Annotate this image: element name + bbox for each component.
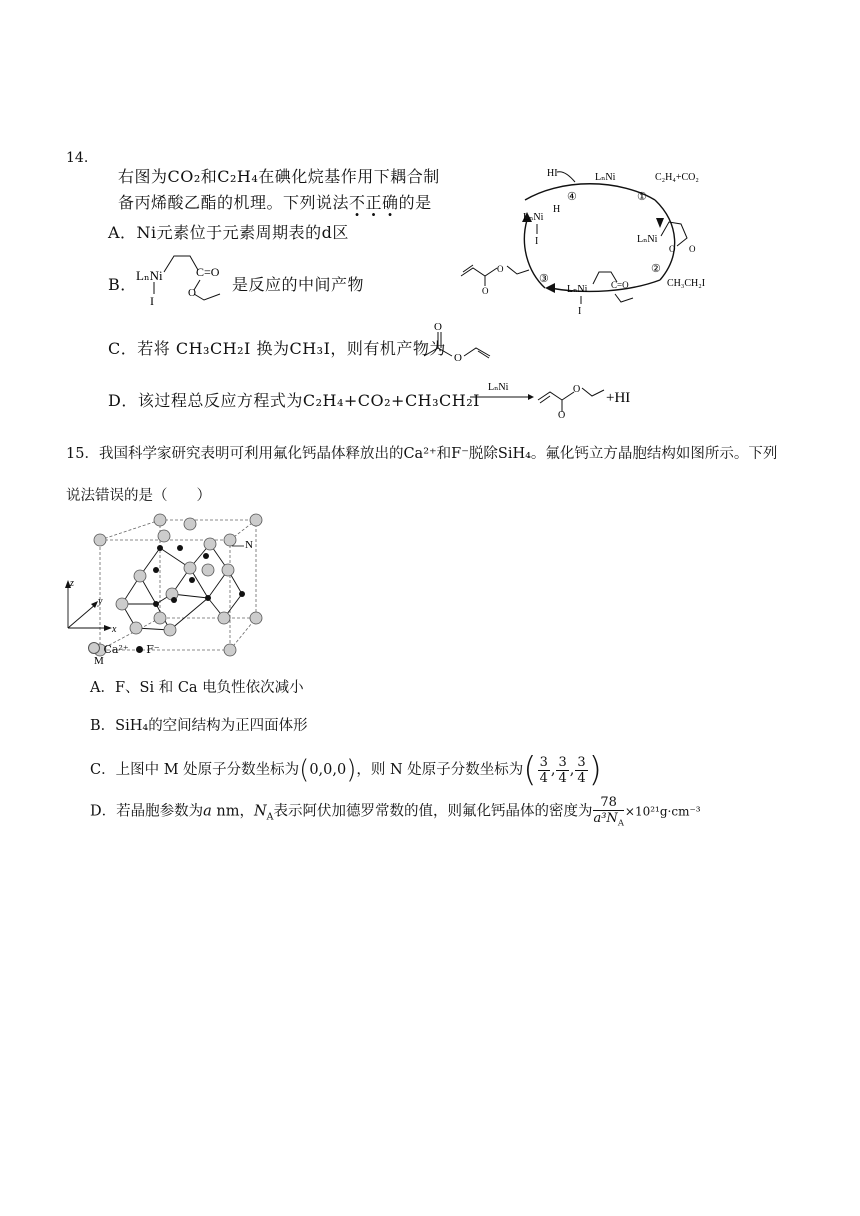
svg-text:H: H: [553, 204, 561, 215]
q14-option-b-prefix: B．: [108, 275, 137, 294]
lnni-label: LₙNi: [136, 268, 163, 283]
svg-text:O: O: [669, 244, 676, 254]
f-legend-marker: [136, 646, 143, 653]
q14-option-b-structure: [132, 248, 232, 306]
svg-text:+HI: +HI: [606, 390, 631, 406]
q14-emphasis: 不正确: [349, 193, 399, 212]
q14-stem-line2: 备丙烯酸乙酯的机理。下列说法不正确的是: [118, 193, 432, 212]
catalyst-label: LₙNi: [488, 382, 509, 393]
density-fraction: $\frac{78}{a^3N_A}$: [593, 795, 624, 828]
svg-text:O: O: [558, 410, 566, 418]
svg-text:LₙNi: LₙNi: [637, 234, 658, 245]
svg-text:O: O: [497, 264, 504, 274]
svg-text:④: ④: [567, 191, 577, 203]
svg-text:I: I: [578, 306, 582, 317]
svg-text:z: z: [70, 578, 74, 589]
q14-option-a: A．Ni元素位于元素周期表的d区: [108, 223, 349, 242]
svg-text:I: I: [150, 294, 154, 306]
svg-text:HI: HI: [547, 168, 558, 179]
q15-option-b: B．SiH₄的空间结构为正四面体形: [90, 718, 308, 734]
q15-stem-line1: 15．我国科学家研究表明可利用氟化钙晶体释放出的Ca²⁺和F⁻脱除SiH₄。氟化钙立方晶胞结构如图所示。下列: [66, 446, 778, 462]
svg-text:C=O: C=O: [196, 265, 220, 279]
q15-legend: Ca²⁺ F⁻: [88, 642, 160, 656]
q14-option-d: D．该过程总反应方程式为C₂H₄+CO₂+CH₃CH₂I: [108, 391, 480, 410]
svg-text:C=O: C=O: [611, 280, 629, 290]
f-ion: F⁻: [451, 446, 469, 462]
label-m: M: [94, 655, 104, 664]
q14-option-b-suffix: 是反应的中间产物: [232, 275, 365, 294]
svg-text:O: O: [188, 287, 196, 299]
q14-option-c-product: [418, 318, 498, 366]
m-coordinates: 0,0,0: [309, 762, 347, 778]
svg-text:I: I: [535, 236, 539, 247]
sih4-formula: SiH₄: [497, 446, 531, 462]
svg-text:③: ③: [539, 273, 549, 285]
svg-text:①: ①: [637, 191, 647, 203]
svg-text:C₂H₄+CO₂: C₂H₄+CO₂: [655, 172, 699, 183]
svg-text:LₙNi: LₙNi: [567, 284, 588, 295]
svg-text:CH₃CH₂I: CH₃CH₂I: [667, 278, 706, 289]
svg-text:②: ②: [651, 263, 661, 275]
ca-legend-marker: [88, 642, 100, 654]
q14-option-d-equation: [466, 378, 636, 418]
ca-ion: Ca²⁺: [403, 446, 437, 462]
q15-option-a: A．F、Si 和 Ca 电负性依次减小: [90, 680, 304, 696]
label-n: N: [245, 539, 253, 551]
q15-stem-line2: 说法错误的是（ ）: [66, 488, 211, 504]
svg-text:O: O: [434, 321, 442, 333]
svg-text:O: O: [689, 244, 696, 254]
catalyst-top: LₙNi: [595, 172, 616, 183]
svg-text:x: x: [112, 624, 117, 635]
svg-text:O: O: [573, 384, 581, 395]
svg-text:O: O: [482, 286, 489, 296]
q14-number: 14.: [66, 150, 89, 166]
svg-text:LₙNi: LₙNi: [523, 212, 544, 223]
q15-option-d: D．若晶胞参数为a nm，$N_A$表示阿伏加德罗常数的值，则氟化钙晶体的密度为 $\frac{78}{a^3N_A}$ ×10²¹g·cm⁻³: [90, 795, 701, 828]
q14-mechanism-diagram: [455, 160, 715, 318]
q15-option-c: C．上图中 M 处原子分数坐标为(0,0,0)，则 N 处原子分数坐标为( $\frac{3}{4}$ , $\frac{3}{4}$ , $\frac{3}{4}$ ): [90, 750, 602, 790]
q14-stem-line1: 右图为CO₂和C₂H₄在碘化烷基作用下耦合制: [118, 167, 440, 186]
q15-crystal-figure: [60, 508, 280, 664]
svg-text:O: O: [454, 352, 462, 364]
svg-text:y: y: [98, 596, 103, 607]
q14-option-c: C．若将 CH₃CH₂I 换为CH₃I，则有机产物为: [108, 339, 446, 358]
